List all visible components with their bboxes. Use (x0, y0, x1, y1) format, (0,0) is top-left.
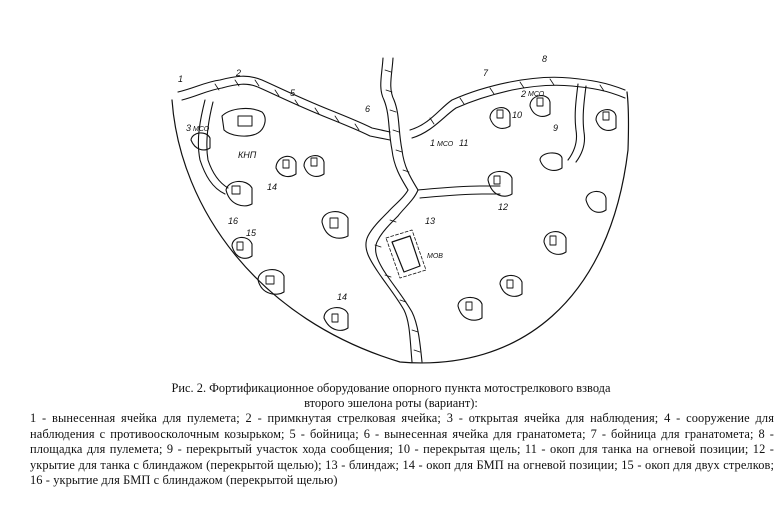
label-3: 3 (186, 123, 192, 133)
knp-block (238, 116, 252, 126)
label-mso-right: МСО (528, 91, 545, 98)
label-14b: 14 (337, 292, 348, 302)
mov-blindazh (392, 236, 420, 272)
label-mso-center: МСО (437, 141, 454, 148)
label-7: 7 (483, 68, 489, 78)
label-2: 2 (236, 68, 242, 78)
label-5: 5 (290, 88, 296, 98)
label-15: 15 (246, 228, 257, 238)
figure-caption (0, 381, 782, 520)
label-12: 12 (498, 202, 509, 212)
knp-structure (222, 109, 265, 137)
label-1: 1 (178, 74, 184, 84)
caption-title-line-1: Рис. 2. Фортификационное оборудование опорного пункта мотострелкового взвода (171, 381, 611, 395)
label-14a: 14 (267, 182, 278, 192)
label-mso-left: МСО (193, 126, 210, 133)
label-16: 16 (228, 216, 239, 226)
label-mov: МОВ (427, 253, 443, 260)
label-2b: 2 (521, 89, 527, 99)
main-trench (178, 58, 625, 362)
boundary-arc (172, 92, 628, 363)
label-knp: КНП (238, 150, 257, 160)
label-1b: 1 (430, 138, 436, 148)
label-10: 10 (512, 110, 523, 120)
label-8: 8 (542, 54, 548, 64)
label-6: 6 (365, 104, 371, 114)
caption-title-line-2: второго эшелона роты (вариант): (304, 396, 478, 410)
caption-legend: 1 - вынесенная ячейка для пулемета; 2 - примкнутая стрелковая ячейка; 3 - открытая ячейка для наблюдения; 4 - сооружение для наблюдения с противоосколочным козырьком; 5 - бойница; 6 - вынесенная ячейка для гранатомета; 7 - бойница для гранатомета; 8 - площадка для пулемета; 9 - перекрытый участок хода сообщения; 10 - перекрытая щель; 11 - окоп для танка на огневой позиции; 12 - укрытие для танка с блиндажом (перекрытой щелью); 13 - блиндаж; 14 - окоп для БМП на огневой позиции; 15 - окоп для двух стрелков; 16 - укрытие для БМП с блиндажом (перекрытой щелью) (30, 411, 774, 488)
label-9: 9 (553, 123, 559, 133)
label-11: 11 (459, 138, 469, 148)
label-13: 13 (425, 216, 436, 226)
